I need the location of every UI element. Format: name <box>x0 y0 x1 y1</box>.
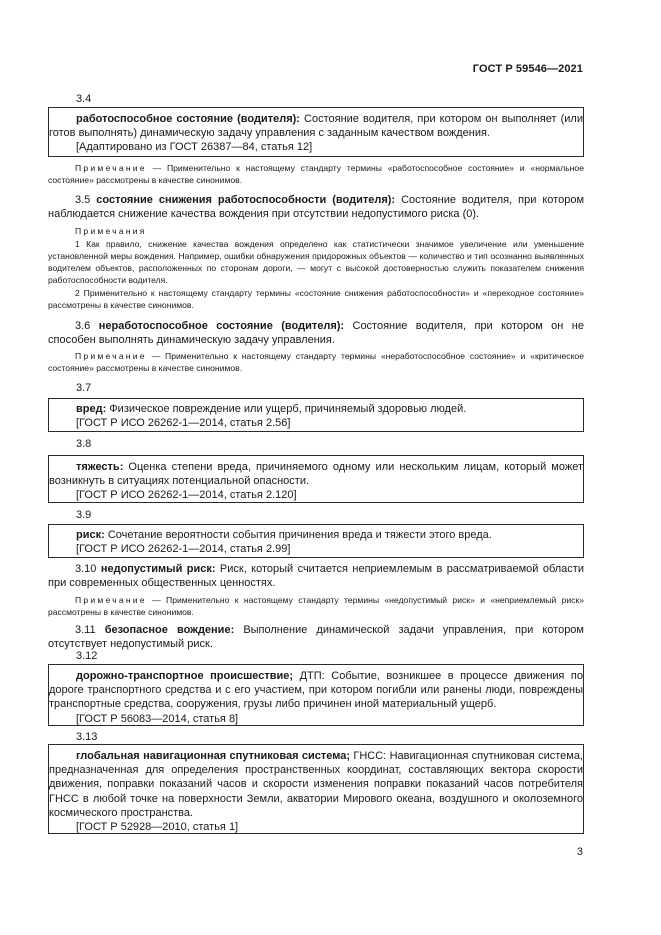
source-reference: [ГОСТ Р 52928—2010, статья 1] <box>76 821 239 834</box>
note-1: 1 Как правило, снижение качества вождения определено как статистически значимое увеличение или уменьшение установленной меры вождения. Например, ошибки обнаружения придорожных объектов — количество и тип осознанно выявленных водителем объектов, расположенных по сторонам дороги, — могут с высокой достоверностью служить показателем снижения работоспособности водителя. <box>48 239 584 285</box>
note <box>48 594 584 618</box>
term: тяжесть: <box>76 461 124 473</box>
definition-paragraph <box>48 319 584 347</box>
section-number: 3.4 <box>76 93 92 105</box>
source-reference: [ГОСТ Р ИСО 26262-1—2014, статья 2.99] <box>76 543 291 556</box>
term: недопустимый риск: <box>100 563 216 575</box>
section-number: 3.5 <box>75 194 91 206</box>
definition-box <box>48 524 584 558</box>
note-label: Примечание <box>75 163 147 173</box>
note-text: — Применительно к настоящему стандарту термины «недопустимый риск» и «неприемлемый риск» рассмотрены в качестве синонимов. <box>48 595 584 617</box>
definition-paragraph <box>48 562 584 590</box>
definition-box <box>48 455 584 503</box>
term: глобальная навигационная спутниковая система; <box>76 750 351 762</box>
section-number: 3.8 <box>76 438 92 450</box>
note-text: — Применительно к настоящему стандарту термины «работоспособное состояние» и «нормальное состояние» рассмотрены в качестве синонимов. <box>48 163 584 185</box>
source-reference: [ГОСТ Р ИСО 26262-1—2014, статья 2.120] <box>76 489 297 502</box>
term: безопасное вождение: <box>104 624 235 636</box>
definition-paragraph <box>48 193 584 221</box>
source-reference: [Адаптировано из ГОСТ 26387—84, статья 12] <box>76 141 313 154</box>
section-number: 3.9 <box>76 509 92 521</box>
note-label: Примечание <box>75 351 147 361</box>
note-label: Примечание <box>75 595 147 605</box>
section-number: 3.11 <box>75 624 96 636</box>
definition: Физическое повреждение или ущерб, причиняемый здоровью людей. <box>106 403 467 415</box>
section-number: 3.6 <box>75 320 91 332</box>
note <box>48 350 584 374</box>
note-text: — Применительно к настоящему стандарту термины «неработоспособное состояние» и «критическое состояние» рассмотрены в качестве синонимов. <box>48 351 584 373</box>
term: состояние снижения работоспособности (водителя): <box>96 194 396 206</box>
note <box>48 162 584 186</box>
definition-box <box>48 107 584 157</box>
definition-paragraph <box>48 623 584 651</box>
section-number: 3.10 <box>75 563 97 575</box>
definition-box <box>48 664 584 726</box>
note-2: 2 Применительно к настоящему стандарту термины «состояние снижения работоспособности» и «переходное состояние» рассмотрены в качестве синонимов. <box>48 288 584 310</box>
page-number: 3 <box>576 846 583 858</box>
section-number: 3.7 <box>76 382 92 394</box>
definition: Сочетание вероятности события причинения вреда и тяжести этого вреда. <box>104 529 492 541</box>
term: вред: <box>76 403 107 415</box>
definition: ДТП: Событие, возникшее в процессе движения по дороге транспортного средства и с его участием, при котором погибли или ранены люди, повреждены транспортные средства, сооружения, грузы либо причинен иной материальный ущерб. <box>49 670 583 711</box>
term: работоспособное состояние (водителя): <box>76 113 300 125</box>
term: неработоспособное состояние (водителя): <box>98 320 345 332</box>
source-reference: [ГОСТ Р ИСО 26262-1—2014, статья 2.56] <box>76 417 291 430</box>
definition: Состояние водителя, при котором наблюдается снижение качества вождения при отсутствии недопустимого риска (0). <box>48 194 585 221</box>
definition: Оценка степени вреда, причиняемого одному или нескольким лицам, который может возникнуть в ситуациях потенциальной опасности. <box>49 461 583 488</box>
definition-box <box>48 744 584 834</box>
definition: Риск, который считается неприемлемым в рассматриваемой области при современных общественных ценностях. <box>48 563 584 590</box>
definition: Состояние водителя, при котором он не способен выполнять динамическую задачу управления. <box>48 320 584 347</box>
section-number: 3.13 <box>76 731 98 743</box>
definition-box <box>48 398 584 432</box>
term: дорожно-транспортное происшествие; <box>76 670 294 682</box>
definition: Выполнение динамической задачи управления, при котором отсутствует недопустимый риск. <box>48 624 584 651</box>
standard-header: ГОСТ Р 59546—2021 <box>472 63 583 75</box>
term: риск: <box>76 529 105 541</box>
definition: Состояние водителя, при котором он выполняет (или готов выполнять) динамическую задачу управления с заданным качеством вождения. <box>49 113 583 140</box>
section-number: 3.12 <box>76 650 98 662</box>
definition: ГНСС: Навигационная спутниковая система, предназначенная для определения пространственных координат, составляющих вектора скорости движения, поправки показаний часов и скорости изменения поправки показаний часов потребителя ГНСС в любой точке на поверхности Земли, акватории Мирового океана, воздушного и околоземного космического пространства. <box>49 750 583 819</box>
notes-heading: Примечания <box>75 226 147 236</box>
source-reference: [ГОСТ Р 56083—2014, статья 8] <box>76 712 239 725</box>
